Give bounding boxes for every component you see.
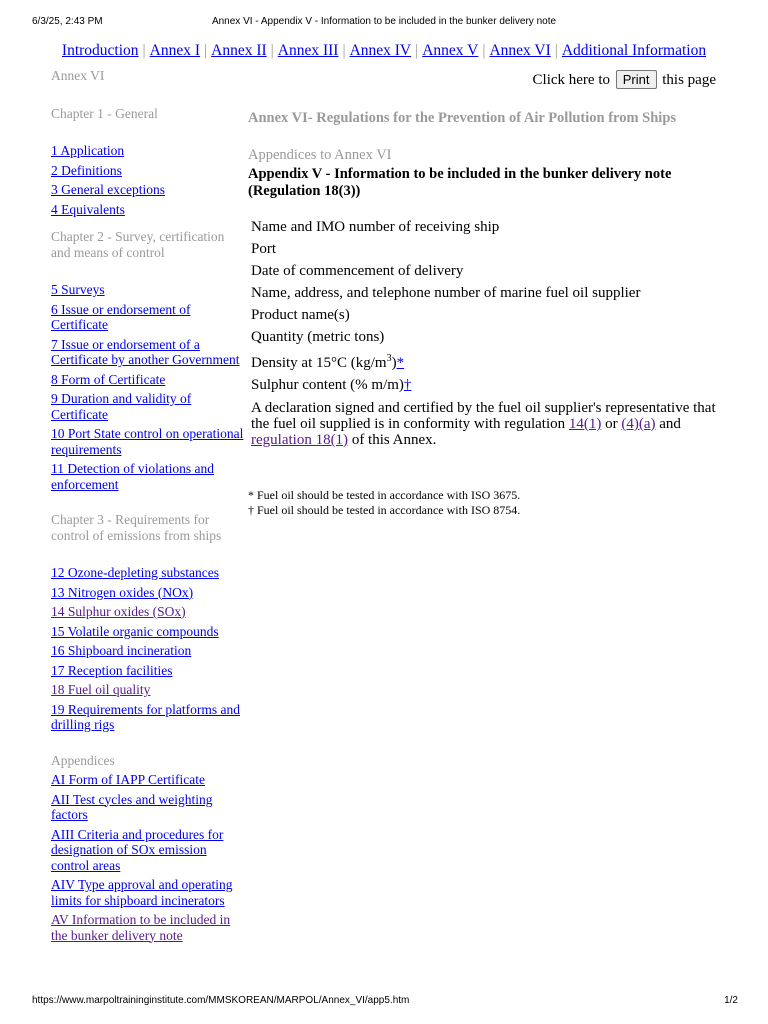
nav-link-introduction[interactable]: Introduction	[61, 42, 139, 59]
sulphur-text: Sulphur content (% m/m)	[251, 377, 404, 393]
sidebar-link-volatile-organic[interactable]: 15 Volatile organic compounds	[51, 623, 219, 639]
footnotes	[248, 488, 718, 517]
chapter-2-links	[51, 282, 246, 492]
bunker-note-items	[248, 216, 718, 448]
item-product-name: Product name(s)	[251, 307, 350, 323]
nav-link-additional-information[interactable]: Additional Information	[561, 42, 707, 59]
density-superscript: 3	[386, 353, 392, 364]
appendices-links	[51, 772, 246, 943]
nav-link-annex-ii[interactable]: Annex II	[211, 42, 267, 59]
nav-separator: |	[204, 42, 208, 59]
print-prefix-text: Click here to	[532, 72, 611, 88]
print-url: https://www.marpoltraininginstitute.com/MMSKOREAN/MARPOL/Annex_VI/app5.htm	[32, 995, 410, 1006]
density-footnote-link[interactable]: *	[396, 355, 405, 371]
item-declaration	[251, 400, 718, 448]
nav-separator: |	[554, 42, 558, 59]
sidebar-link-shipboard-incineration[interactable]: 16 Shipboard incineration	[51, 643, 192, 658]
regulation-18-1-link[interactable]: regulation 18(1)	[251, 432, 349, 448]
sidebar-link-appendix-iii[interactable]: AIII Criteria and procedures for designation of SOx emission control areas	[51, 826, 224, 873]
nav-link-annex-iv[interactable]: Annex IV	[349, 42, 412, 59]
print-timestamp: 6/3/25, 2:43 PM	[32, 16, 103, 27]
nav-link-annex-i[interactable]: Annex I	[149, 42, 201, 59]
chapter-3-heading: Chapter 3 - Requirements for control of emissions from ships	[51, 512, 222, 543]
density-text: Density at 15°C (kg/m	[251, 355, 387, 371]
sidebar-link-sulphur-oxides[interactable]: 14 Sulphur oxides (SOx)	[51, 604, 186, 619]
footnote-density: * Fuel oil should be tested in accordance with ISO 3675.	[248, 488, 521, 502]
sidebar-link-appendix-ii[interactable]: AII Test cycles and weighting factors	[51, 791, 213, 822]
item-ship-name: Name and IMO number of receiving ship	[251, 219, 500, 235]
item-sulphur	[251, 374, 718, 396]
nav-link-annex-iii[interactable]: Annex III	[277, 42, 339, 59]
density-close: )	[391, 355, 397, 371]
sidebar-link-appendix-i[interactable]: AI Form of IAPP Certificate	[51, 772, 205, 787]
chapter-3-links	[51, 565, 246, 733]
item-density	[251, 348, 718, 374]
chapter-1-heading: Chapter 1 - General	[51, 105, 158, 121]
sidebar-heading: Annex VI	[51, 68, 105, 83]
sidebar-link-definitions[interactable]: 2 Definitions	[51, 162, 122, 178]
sidebar-link-platforms-drilling-rigs[interactable]: 19 Requirements for platforms and drilling rigs	[51, 701, 240, 732]
appendices-heading: Appendices	[51, 752, 115, 768]
declaration-and: and	[655, 416, 681, 432]
sidebar-link-duration-validity[interactable]: 9 Duration and validity of Certificate	[51, 391, 192, 422]
sidebar-link-nitrogen-oxides[interactable]: 13 Nitrogen oxides (NOx)	[51, 584, 194, 600]
nav-separator: |	[142, 42, 146, 59]
main-content	[248, 110, 718, 517]
sidebar-link-issue-endorsement[interactable]: 6 Issue or endorsement of Certificate	[51, 301, 191, 332]
item-delivery-date: Date of commencement of delivery	[251, 263, 464, 279]
item-port: Port	[251, 241, 277, 257]
print-document-title: Annex VI - Appendix V - Information to be included in the bunker delivery note	[211, 16, 557, 27]
annex-title: Annex VI- Regulations for the Prevention of Air Pollution from Ships	[248, 110, 677, 126]
appendix-title: Appendix V - Information to be included in the bunker delivery note (Regulation 18(3))	[248, 166, 672, 199]
print-suffix-text: this page	[662, 72, 716, 88]
print-header	[0, 16, 768, 30]
sidebar	[51, 68, 246, 947]
top-navigation	[0, 42, 768, 60]
nav-separator: |	[482, 42, 486, 59]
chapter-1-links	[51, 143, 246, 217]
sidebar-link-equivalents[interactable]: 4 Equivalents	[51, 201, 125, 217]
nav-separator: |	[415, 42, 419, 59]
print-button[interactable]: Print	[616, 70, 657, 89]
sulphur-footnote-link[interactable]: †	[403, 377, 412, 393]
print-page-number: 1/2	[724, 995, 738, 1006]
appendices-label: Appendices to Annex VI	[248, 147, 392, 163]
sidebar-link-reception-facilities[interactable]: 17 Reception facilities	[51, 662, 173, 678]
declaration-end: of this Annex.	[348, 432, 437, 448]
regulation-4a-link[interactable]: (4)(a)	[621, 416, 656, 432]
item-quantity: Quantity (metric tons)	[251, 329, 385, 345]
sidebar-link-general-exceptions[interactable]: 3 General exceptions	[51, 182, 165, 197]
nav-link-annex-v[interactable]: Annex V	[422, 42, 479, 59]
sidebar-link-application[interactable]: 1 Application	[51, 143, 125, 158]
item-supplier: Name, address, and telephone number of marine fuel oil supplier	[251, 285, 641, 301]
chapter-2-heading: Chapter 2 - Survey, certification and means of control	[51, 229, 225, 260]
sidebar-link-appendix-iv[interactable]: AIV Type approval and operating limits for shipboard incinerators	[51, 877, 233, 908]
sidebar-link-detection-of-violations[interactable]: 11 Detection of violations and enforcement	[51, 461, 214, 492]
sidebar-link-surveys[interactable]: 5 Surveys	[51, 282, 105, 297]
print-footer	[0, 995, 768, 1009]
nav-separator: |	[270, 42, 274, 59]
sidebar-link-form-of-certificate[interactable]: 8 Form of Certificate	[51, 371, 166, 387]
sidebar-link-ozone-depleting[interactable]: 12 Ozone-depleting substances	[51, 565, 219, 580]
sidebar-link-port-state-control[interactable]: 10 Port State control on operational requirements	[51, 426, 244, 457]
sidebar-link-issue-by-another-government[interactable]: 7 Issue or endorsement of a Certificate by another Government	[51, 336, 240, 367]
sidebar-link-fuel-oil-quality[interactable]: 18 Fuel oil quality	[51, 682, 151, 697]
regulation-14-1-link[interactable]: 14(1)	[568, 416, 602, 432]
declaration-text: A declaration signed and certified by the fuel oil supplier's representative that the fuel oil supplied is in conformity with regulation	[251, 400, 716, 432]
declaration-or: or	[601, 416, 622, 432]
print-page-line	[533, 70, 716, 89]
sidebar-link-appendix-v[interactable]: AV Information to be included in the bunker delivery note	[51, 912, 231, 943]
nav-separator: |	[342, 42, 346, 59]
footnote-sulphur: † Fuel oil should be tested in accordance with ISO 8754.	[248, 502, 521, 517]
nav-link-annex-vi[interactable]: Annex VI	[489, 42, 551, 59]
